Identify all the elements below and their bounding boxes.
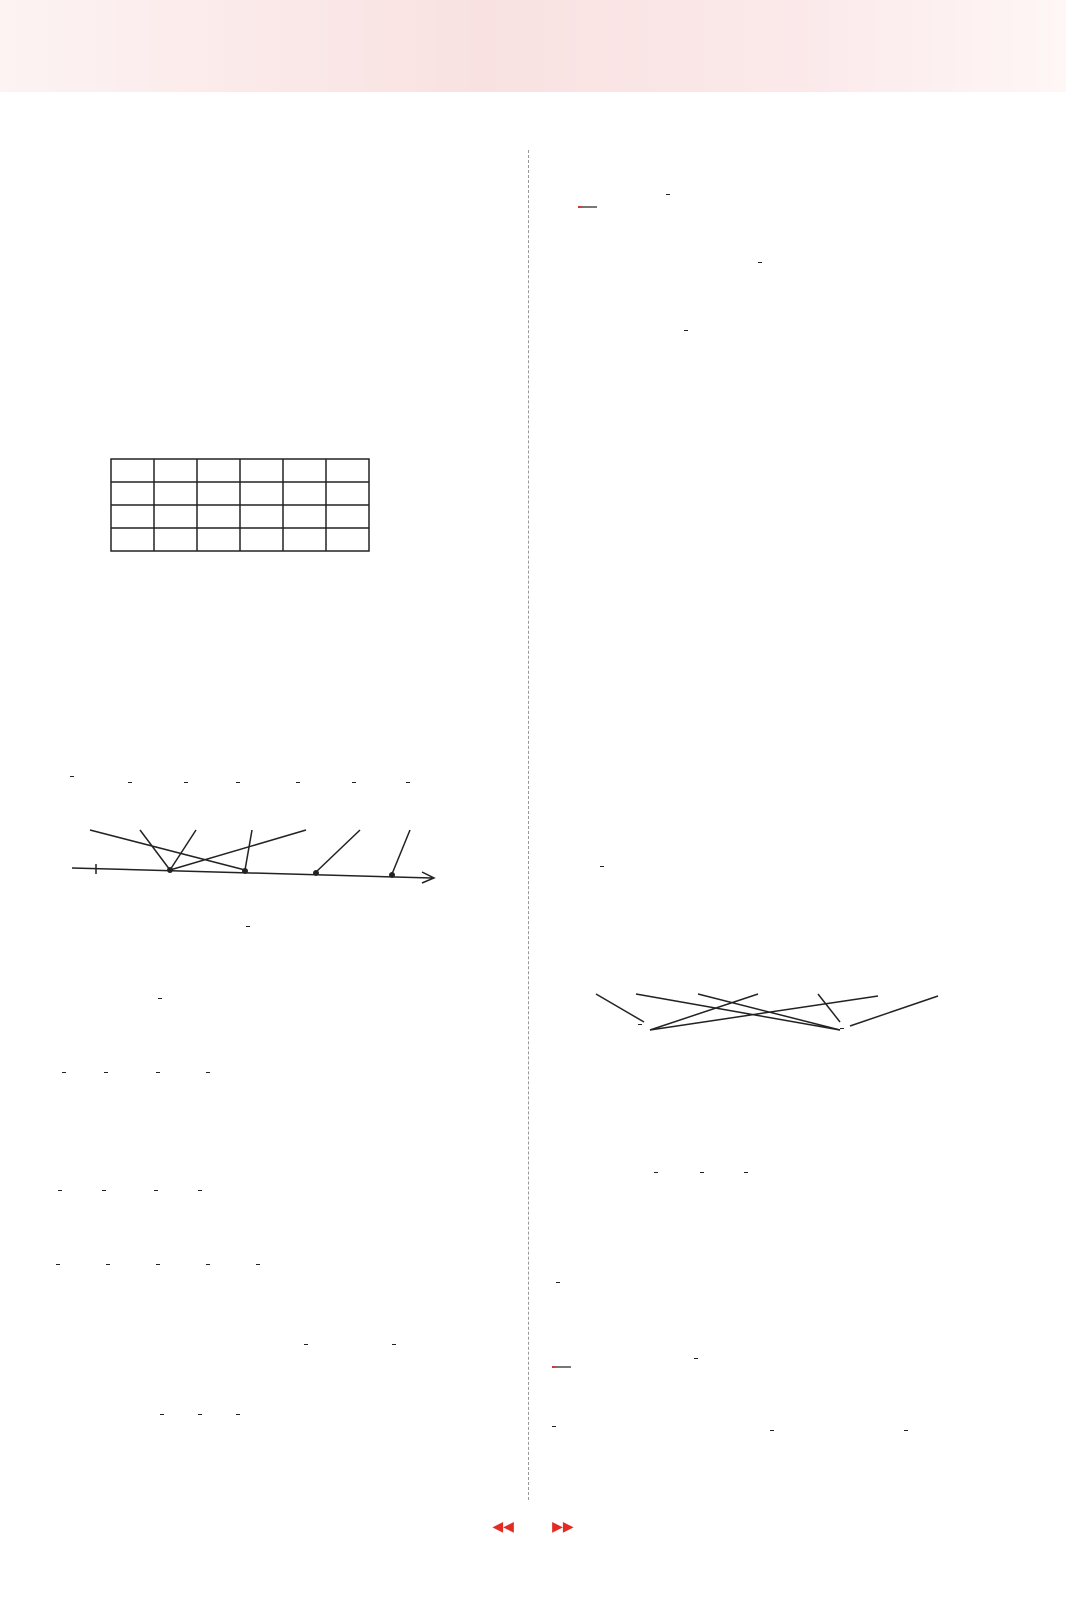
fraction [106,1264,110,1265]
matching-lines [560,984,960,1074]
fraction [694,1358,698,1359]
fraction [198,1414,202,1415]
fraction [206,1264,210,1265]
column-divider [528,150,529,1500]
fraction [304,1344,308,1345]
fraction [256,1264,260,1265]
fraction [56,1264,60,1265]
fraction [102,1190,106,1191]
fraction [128,782,132,783]
fraction [58,1190,62,1191]
fraction [556,1282,560,1283]
fraction [62,1072,66,1073]
fraction [156,1072,160,1073]
fraction [654,1172,658,1173]
fraction [246,926,250,927]
fraction [770,1430,774,1431]
fraction [158,998,162,999]
next-arrows-icon: ▶▶ [552,1519,574,1535]
fraction [638,1024,642,1025]
fraction [236,782,240,783]
fraction [184,782,188,783]
fraction [352,782,356,783]
fraction [236,1414,240,1415]
fraction [206,1072,210,1073]
fraction [392,1344,396,1345]
fraction [700,1172,704,1173]
prev-arrows-icon: ◀◀ [492,1519,514,1535]
fraction [70,776,74,777]
fraction [198,1190,202,1191]
fraction [758,262,762,263]
shading-grid [110,458,372,554]
number-line [60,826,450,896]
fraction [104,1072,108,1073]
fraction [684,330,688,331]
fraction [296,782,300,783]
fraction [154,1190,158,1191]
header-band [0,0,1066,92]
fraction [744,1172,748,1173]
analysis-tag [552,1366,571,1368]
page-footer [0,1512,1066,1536]
fraction [840,1028,844,1029]
analysis-tag [578,206,597,208]
fraction [406,782,410,783]
fraction [600,866,604,867]
fraction [904,1430,908,1431]
fraction [666,194,670,195]
book-header [928,36,1016,60]
fraction [160,1414,164,1415]
fraction [552,1426,556,1427]
fraction [156,1264,160,1265]
